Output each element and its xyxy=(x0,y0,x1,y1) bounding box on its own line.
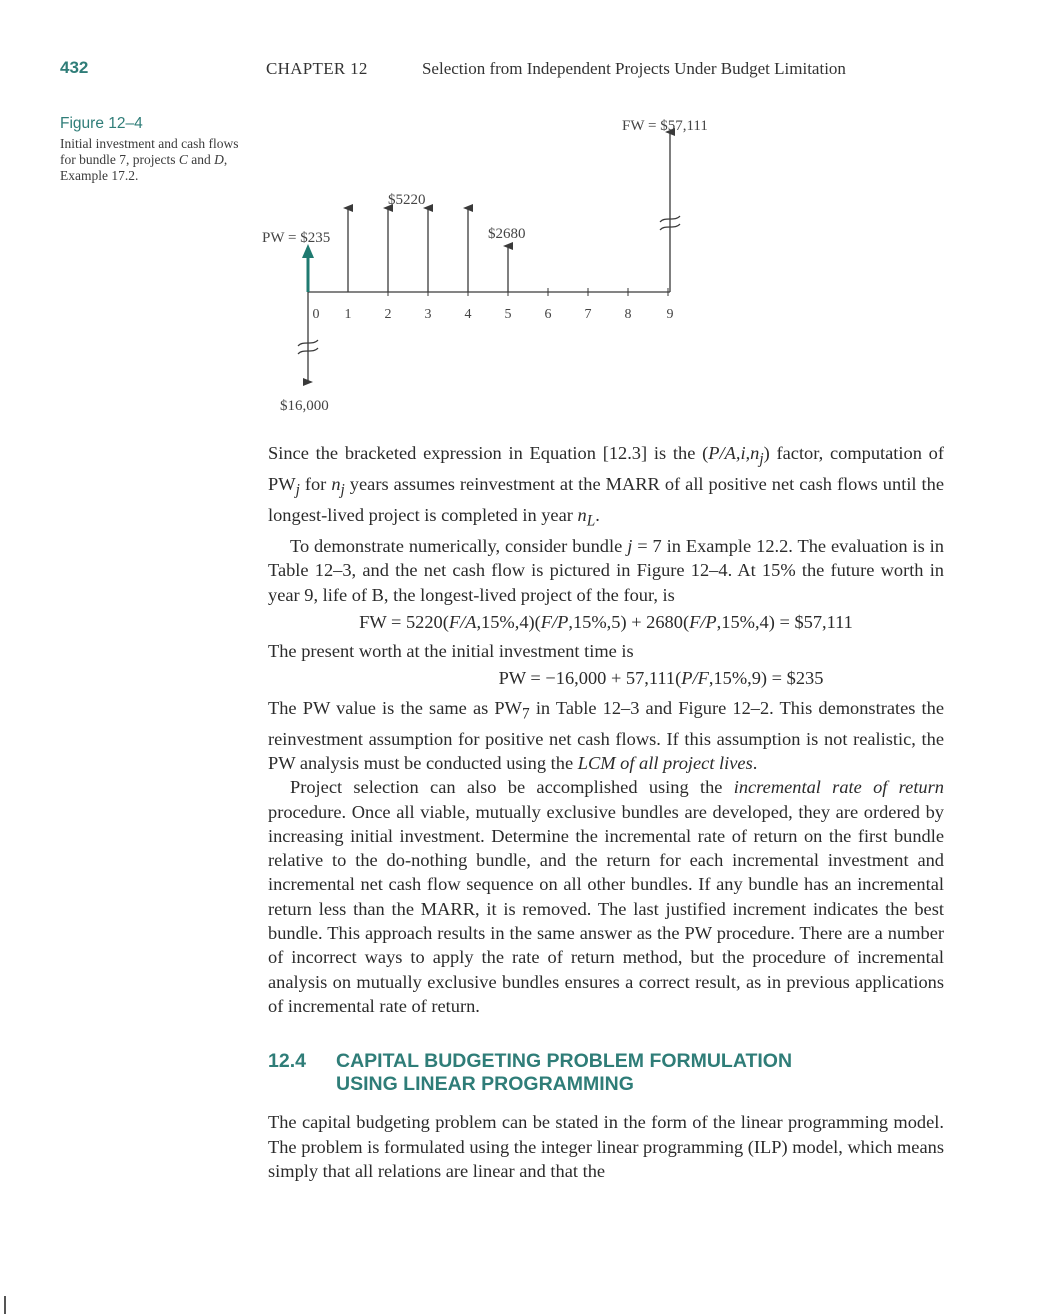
paragraph-2: To demonstrate numerically, consider bundle j = 7 in Example 12.2. The evaluation is in Table 12–3, and the net cash flow is pictured in Figure 12–4. At 15% the future worth in year 9, life of B, the longest-lived project of the four, is xyxy=(268,535,944,605)
pw-arrowhead xyxy=(302,244,314,258)
running-head xyxy=(266,59,846,79)
paragraph-6: The capital budgeting problem can be stated in the form of the linear programming model. The problem is formulated using the integer linear programming (ILP) model, which means simply that all relations are linear and that the xyxy=(268,1112,944,1181)
period-label-6: 6 xyxy=(544,307,552,322)
period-label-7: 7 xyxy=(584,307,592,322)
period-label-9: 9 xyxy=(666,307,674,322)
section-number: 12.4 xyxy=(268,1050,306,1073)
margin-mark xyxy=(4,1296,6,1314)
cash-flow-2680-label: $2680 xyxy=(488,226,526,242)
period-label-1: 1 xyxy=(344,307,352,322)
section-heading xyxy=(268,1050,944,1096)
figure-label: Figure 12–4 xyxy=(60,115,143,132)
caption-text: Initial investment and cash flows for bundle 7, projects C and D, Example 17.2. xyxy=(60,136,239,183)
equation-fw: FW = 5220(F/A,15%,4)(F/P,15%,5) + 2680(F/P,15%,4) = $57,111 xyxy=(359,611,853,632)
figure-caption xyxy=(60,116,240,184)
period-label-5: 5 xyxy=(504,307,512,322)
period-label-8: 8 xyxy=(624,307,632,322)
paragraph-4: The PW value is the same as $PW_7$ in Table 12–3 and Figure 12–2. This demonstrates the reinvestment assumption for positive net cash flows. If this assumption is not realistic, the PW analysis must be conducted using the LCM of all project lives. xyxy=(268,697,945,773)
paragraph-1: Since the bracketed expression in Equation [12.3] is the $(P/A,i,n_j)$ factor, computation of $PW_j$ for $n_j$ years assumes reinvestment at the MARR of all positive net cash flows until the longest-lived project is completed in year $n_L$. xyxy=(268,443,945,530)
paragraph-3: The present worth at the initial investment time is xyxy=(268,641,634,662)
section-title: CAPITAL BUDGETING PROBLEM FORMULATION USING LINEAR PROGRAMMING xyxy=(336,1050,793,1096)
paragraph-5: Project selection can also be accomplished using the incremental rate of return procedure. Once all viable, mutually exclusive bundles are developed, they are ordered by increasing initial investment. Determine the incremental rate of return on the first bundle relative to the do-nothing bundle, and the return for each incremental investment and incremental net cash flow sequence on all other bundles. If any bundle has an incremental return less than the MARR, it is removed. The last justified increment indicates the best bundle. This approach results in the same answer as the PW procedure. There are a number of incorrect ways to apply the rate of return method, but the procedure of incremental analysis on mutually exclusive bundles ensures a correct result, as in previous applications of incremental rate of return. xyxy=(268,777,944,1016)
chapter-label: CHAPTER 12 xyxy=(266,59,368,78)
pw-label: PW = $235 xyxy=(262,230,331,246)
cash-flow-5220-label: $5220 xyxy=(388,192,426,208)
period-label-3: 3 xyxy=(424,307,432,322)
cash-flow-diagram xyxy=(240,110,720,420)
period-label-0: 0 xyxy=(312,307,320,322)
fw-label: FW = $57,111 xyxy=(622,118,708,134)
body-text xyxy=(268,441,944,1183)
chapter-title: Selection from Independent Projects Under Budget Limitation xyxy=(421,59,846,78)
period-label-2: 2 xyxy=(384,307,392,322)
page-number: 432 xyxy=(60,58,89,77)
investment-label: $16,000 xyxy=(280,398,329,414)
equation-pw: PW = −16,000 + 57,111(P/F,15%,9) = $235 xyxy=(498,668,824,689)
period-label-4: 4 xyxy=(464,307,472,322)
